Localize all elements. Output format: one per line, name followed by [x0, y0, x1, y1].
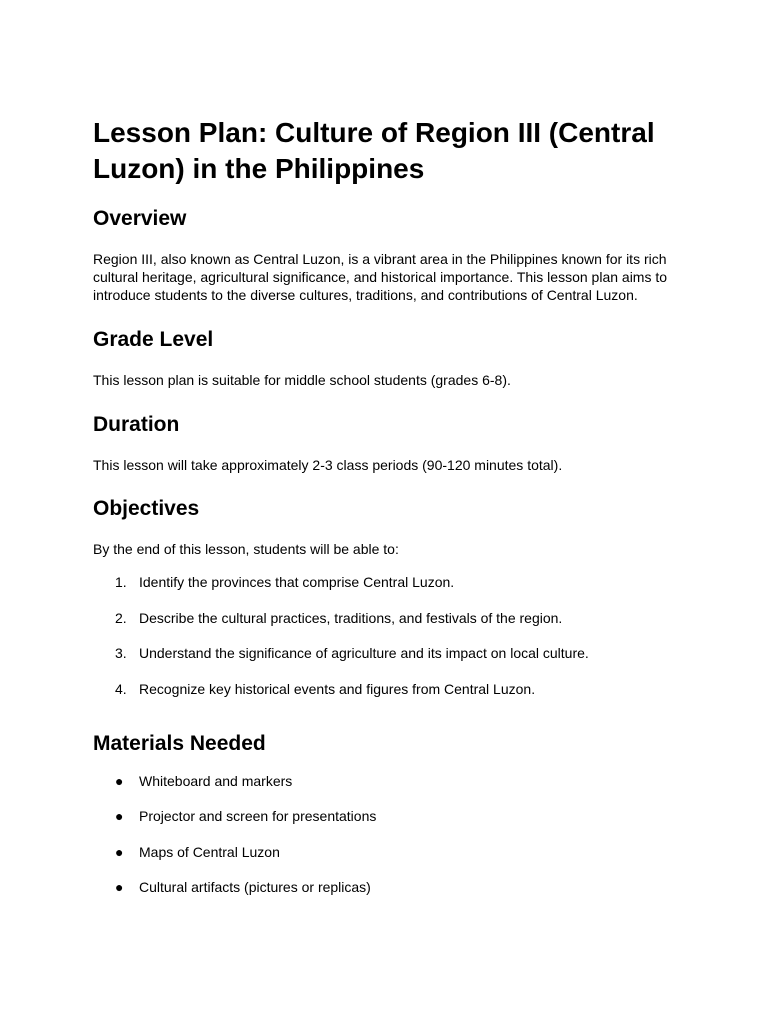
list-item — [93, 644, 693, 662]
bullet-icon: ● — [115, 879, 124, 895]
list-item — [93, 680, 693, 698]
document-page — [93, 115, 693, 914]
list-item — [93, 772, 693, 790]
list-item — [93, 843, 693, 861]
list-item-text: Identify the provinces that comprise Central Luzon. — [139, 574, 455, 590]
grade-level-heading: Grade Level — [93, 328, 214, 351]
objectives-intro: By the end of this lesson, students will be able to: — [93, 541, 399, 557]
bullet-icon: ● — [115, 843, 124, 860]
document-title: Lesson Plan: Culture of Region III (Central Luzon) in the Philippines — [93, 117, 655, 184]
list-item-text: Maps of Central Luzon — [139, 843, 280, 860]
list-item-number: 1. — [115, 574, 127, 590]
list-item-text: Describe the cultural practices, traditions, and festivals of the region. — [139, 609, 563, 626]
list-item-number: 4. — [115, 680, 127, 697]
objectives-list — [93, 573, 693, 698]
overview-heading: Overview — [93, 207, 187, 230]
list-item — [93, 878, 693, 896]
bullet-icon: ● — [115, 772, 124, 789]
materials-heading: Materials Needed — [93, 731, 266, 755]
list-item-text: Whiteboard and markers — [139, 772, 293, 789]
objectives-heading: Objectives — [93, 497, 200, 520]
list-item — [93, 609, 693, 627]
list-item-number: 2. — [115, 609, 127, 626]
grade-level-paragraph: This lesson plan is suitable for middle school students (grades 6-8). — [93, 372, 511, 388]
list-item-text: Understand the significance of agriculture and its impact on local culture. — [139, 645, 589, 661]
list-item-text: Projector and screen for presentations — [139, 808, 377, 824]
duration-paragraph: This lesson will take approximately 2-3 class periods (90-120 minutes total). — [93, 457, 563, 473]
list-item-number: 3. — [115, 645, 127, 661]
list-item-text: Cultural artifacts (pictures or replicas) — [139, 879, 371, 895]
bullet-icon: ● — [115, 808, 124, 824]
duration-heading: Duration — [93, 413, 180, 436]
list-item-text: Recognize key historical events and figures from Central Luzon. — [139, 680, 536, 697]
overview-paragraph: Region III, also known as Central Luzon, is a vibrant area in the Philippines known for its rich cultural heritage, agricultural significance, and historical importance. This lesson plan aims to introduce students to the diverse cultures, traditions, and contributions of Central Luzon. — [93, 251, 668, 303]
materials-list — [93, 772, 693, 897]
list-item — [93, 573, 693, 591]
list-item — [93, 807, 693, 825]
